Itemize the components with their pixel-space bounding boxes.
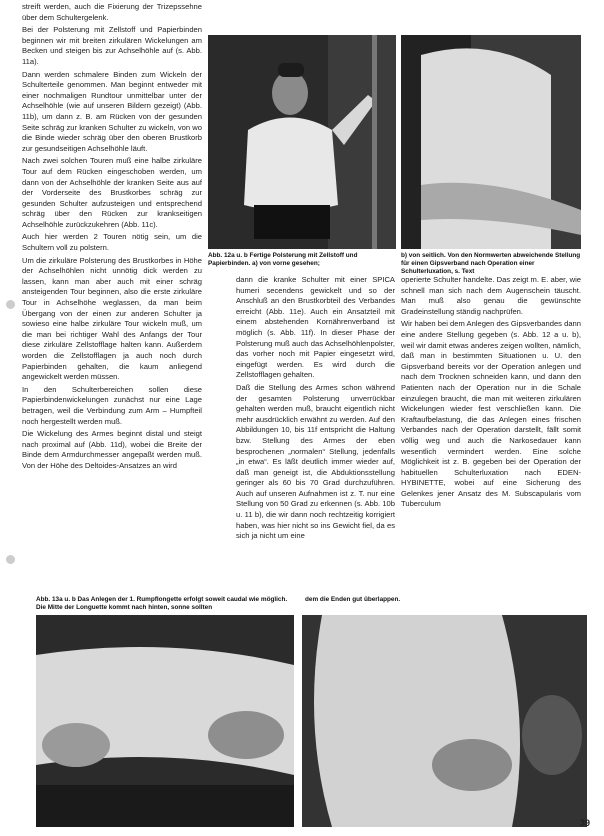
cast-overlap-illustration <box>302 615 587 827</box>
text-column-right <box>401 275 581 512</box>
photo-fig12a <box>208 35 396 249</box>
paragraph: Dann werden schmalere Binden zum Wickeln der Schulterteile genommen. Man beginnt entweder mit einer nochmaligen Rundtour unmittelbar unter der Achselhöhle (wie auf unseren Bildern gezeigt) (Abb. 11b), um dann z. B. am Rücken von der gesunden Seite schräg zur kranken Schulter zu wickeln, von wo die Binde wieder schräg über den oberen Brustkorb zur gesundseitigen Achselhöhle läuft. <box>22 69 202 153</box>
caption-fig13b: dem die Enden gut überlappen. <box>305 596 401 603</box>
paragraph: Nach zwei solchen Touren muß eine halbe zirkuläre Tour auf dem Rücken eingeschoben werden, um dann von der Achselhöhle der kranken Seite aus auf der Vorderseite des Brustkorbes schräg zur gesunden Schulter aufzusteigen und entsprechend schräg über den Rücken zur krankseitigen Achselhöhle zurückzukehren (Abb. 11c). <box>22 156 202 229</box>
patient-front-illustration <box>208 35 396 249</box>
page-number: 39 <box>579 818 590 828</box>
caption-fig12b: b) von seitlich. Von den Normwerten abweichende Stellung für einen Gipsverband nach Operation einer Schulterluxation, s. Text <box>401 252 581 276</box>
cast-application-illustration <box>36 615 294 827</box>
paragraph: Daß die Stellung des Armes schon während der gesamten Polsterung unverrückbar gehalten werden muß, braucht eigentlich nicht mehr ausdrücklich erwähnt zu werden. Auf den Abbildungen 10, bis 11f entspricht die Haltung bzw. Stellung des Armes der eben besprochenen „normalen“ Stellung, jedenfalls „in etwa“. Es läßt deutlich immer wieder auf, daß man geneigt ist, die Abduktionsstellung geringer als 60 bis 70 Grad durchzuführen. Auch auf unseren Aufnahmen ist z. T. nur eine Stellung von 50 Grad zu erkennen (s. Abb. 10b u. 11 b), die wir dann noch rechtzeitig korrigiert haben, was hier nicht so ins Gewicht fiel, da es sich ja nicht um eine <box>236 382 395 541</box>
paragraph: Um die zirkuläre Polsterung des Brustkorbes in Höhe der Achselhöhlen nicht unnötig dick werden zu lassen, kann man aber auch mit einer schräg ansteigenden Tour beginnen, also die erste zirkuläre Tour in Achselhöhe weglassen, da man beim Übergang von der einen zur anderen Schulter ja sowieso eine halbe zirkuläre Tour wickeln muß, um die man bei richtiger Wahl des Anfangs der Tour diese zirkuläre Zellstofflage halten kann. Außerdem worden die Zellstofflagen ja auch noch durch Papierbinden gehalten, die kaum anliegend angewickelt werden müssen. <box>22 255 202 382</box>
paragraph: Bei der Polsterung mit Zellstoff und Papierbinden beginnen wir mit breiten zirkulären Wickelungen am Becken und steigen bis zur Achselhöhle auf (s. Abb. 11a). <box>22 25 202 66</box>
paragraph: Auch hier werden 2 Touren nötig sein, um die Schultern voll zu polstern. <box>22 232 202 253</box>
paragraph: operierte Schulter handelte. Das zeigt m. E. aber, wie schnell man sich nach dem Augenschein täuscht. Man muß also genau die gewünschte Gradeinstellung ständig nachprüfen. <box>401 275 581 316</box>
text-column-middle <box>236 275 395 544</box>
paragraph: In den Schulterbereichen sollen diese Papierbindenwickelungen zunächst nur eine Lage betragen, weil die Verbindung zum Arm – Humpfteil noch hergestellt werden muß. <box>22 384 202 426</box>
photo-fig13a <box>36 615 294 827</box>
patient-side-illustration <box>401 35 581 249</box>
photo-fig13b <box>302 615 587 827</box>
paragraph: Wir haben bei dem Anlegen des Gipsverbandes dann eine andere Stellung gegeben (s. Abb. 12 a u. b), weil wir damit etwas anderes zeigen wollten, nämlich, daß man in bestimmten Situationen u. U. den Gipsverband bereits vor der Operation anlegen und nach dem Trocknen schneiden kann, und dann den Patienten nach der Operation nur in die Schale einzulegen braucht, die man mit weiteren zirkulären Wickelungen wieder fest verschließen kann. Die Kraftaufbelastung, die das Anlegen eines frischen Verbandes nach der Operation darstellt, fällt somit völlig weg und auch die Narkosedauer kann wesentlich vermindert werden. Eine solche Möglichkeit ist z. B. gegeben bei der Operation der habituellen Schulterluxation nach EDEN-HYBINETTE, wobei auf eine Sicherung des Gelenkes jener Ansatz des M. Subscapularis vom Tuberculum <box>401 319 581 509</box>
caption-fig13a: Abb. 13a u. b Das Anlegen der 1. Rumpflongette erfolgt soweit caudal wie möglich. Die Mitte der Longuette kommt nach hinten, sonne sollten <box>36 596 288 612</box>
photo-fig12b <box>401 35 581 249</box>
paragraph: streift werden, auch die Fixierung der Trizepssehne über dem Schultergelenk. <box>22 2 202 22</box>
paragraph: Die Wickelung des Armes beginnt distal und steigt nach proximal auf (Abb. 11d), wobei die Breite der Binde dem Armdurchmesser angepaßt werden muß. Von der Höhe des Deltoides-Ansatzes an wird <box>22 429 202 470</box>
caption-fig12a: Abb. 12a u. b Fertige Polsterung mit Zellstoff und Papierbinden. a) von vorne gesehen; <box>208 252 358 268</box>
paragraph: dann die kranke Schulter mit einer SPICA humeri secendens gewickelt und so der Anschluß an den Brustkorbteil des Verbandes erreicht (Abb. 11e). Auch ein Ansatzteil mit einem abstehenden Kornährenverband ist möglich (s. Abb. 11f). In dieser Phase der Polsterung muß auch das Achselhöhlenpolster, das vorher noch mit Papier eingesetzt wird, eingefügt werden. Es wird durch die Zellstofflagen gehalten. <box>236 275 395 380</box>
punch-hole-icon <box>6 300 15 309</box>
punch-hole-icon <box>6 555 15 564</box>
text-column-left <box>22 2 202 474</box>
